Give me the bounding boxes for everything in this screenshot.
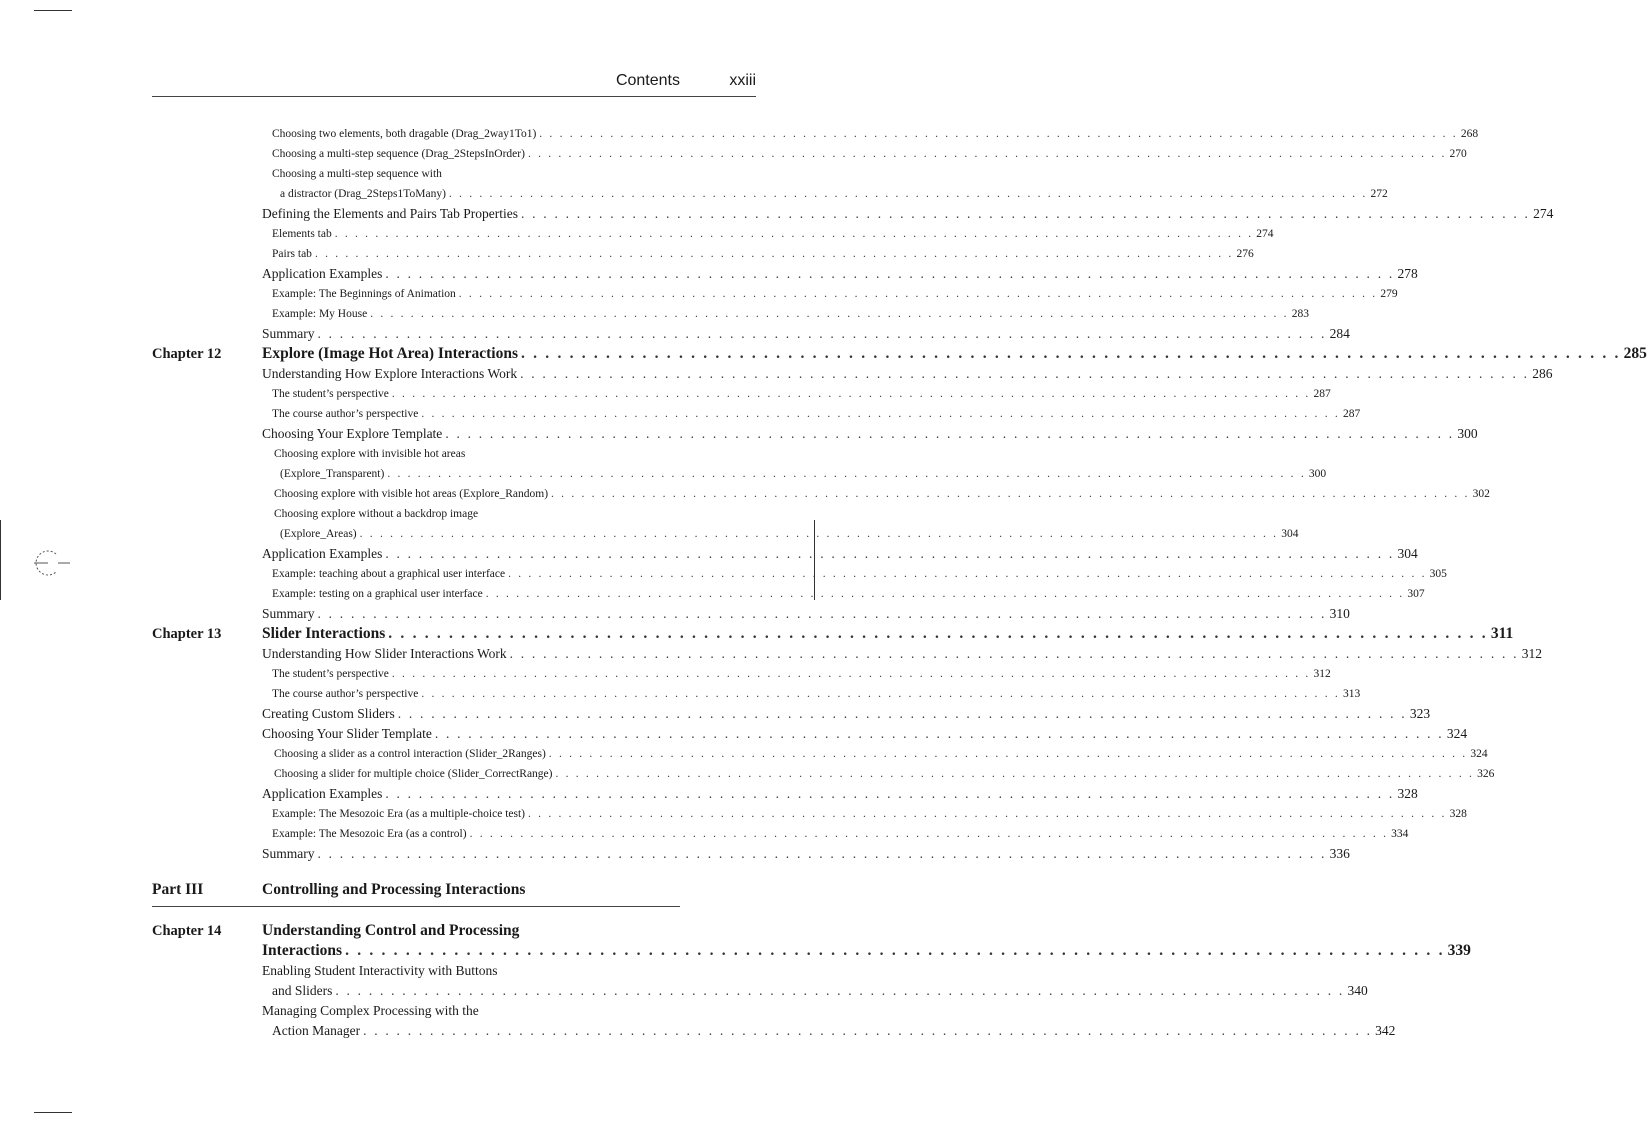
toc-entry-page: 304 xyxy=(1281,528,1299,540)
dot-leader xyxy=(507,645,1522,663)
toc-entry[interactable] xyxy=(274,485,1490,503)
toc-entry-title: (Explore_Transparent) xyxy=(280,468,385,480)
toc-entry[interactable] xyxy=(272,982,1368,1000)
toc-entry-page: 324 xyxy=(1446,726,1468,741)
crop-mark-bottom-left xyxy=(34,1112,72,1113)
dot-leader xyxy=(518,205,1533,223)
toc-entry[interactable] xyxy=(280,185,1388,203)
toc-entry[interactable] xyxy=(262,705,1431,723)
dot-leader xyxy=(382,545,1397,563)
dot-leader xyxy=(548,485,1473,503)
crop-mark-left-top xyxy=(0,520,1,600)
dot-leader xyxy=(446,185,1371,203)
toc-chapter-entry[interactable] xyxy=(262,345,1647,363)
toc-entry-title: Explore (Image Hot Area) Interactions xyxy=(262,345,518,362)
dot-leader xyxy=(332,982,1347,1000)
toc-entry-title: Example: The Beginnings of Animation xyxy=(272,288,456,300)
toc-entry-page: 336 xyxy=(1329,846,1350,861)
chapter-label: Chapter 13 xyxy=(152,626,222,642)
toc-entry-page: 272 xyxy=(1370,188,1388,200)
toc-entry[interactable] xyxy=(272,145,1467,163)
toc-entry-title: Elements tab xyxy=(272,228,332,240)
toc-entry-title: a distractor (Drag_2Steps1ToMany) xyxy=(280,188,446,200)
toc-entry-page: 326 xyxy=(1477,768,1495,780)
dot-leader xyxy=(552,765,1477,783)
chapter-label: Chapter 14 xyxy=(152,923,222,939)
toc-entry-page: 302 xyxy=(1472,488,1490,500)
toc-entry-title: Application Examples xyxy=(262,266,383,281)
dot-leader xyxy=(536,125,1461,143)
toc-entry-page: 328 xyxy=(1449,808,1467,820)
toc-entry[interactable] xyxy=(272,305,1310,323)
toc-entry-title: Choosing explore with visible hot areas (Explore_Random) xyxy=(274,488,549,500)
toc-entry-title: Choosing Your Explore Template xyxy=(262,426,443,441)
toc-entry-title: The course author’s perspective xyxy=(272,408,419,420)
toc-entry-title: Example: teaching about a graphical user interface xyxy=(272,568,506,580)
toc-chapter-entry[interactable] xyxy=(262,625,1514,643)
dot-leader xyxy=(389,665,1314,683)
dot-leader xyxy=(312,245,1237,263)
toc-entry[interactable] xyxy=(280,525,1299,543)
toc-entry-page: 312 xyxy=(1521,646,1542,661)
toc-entry-title: Application Examples xyxy=(262,546,383,561)
toc-entry[interactable] xyxy=(272,165,624,183)
toc-entry-title: Choosing two elements, both dragable (Drag_2way1To1) xyxy=(272,128,537,140)
dot-leader xyxy=(385,625,1491,643)
toc-entry[interactable] xyxy=(262,205,1554,223)
toc-entry-title: Understanding Control and Processing xyxy=(262,922,520,939)
dot-leader xyxy=(432,725,1447,743)
toc-entry-title: Choosing a slider for multiple choice (Slider_CorrectRange) xyxy=(274,768,553,780)
dot-leader xyxy=(389,385,1314,403)
toc-entry-title: Creating Custom Sliders xyxy=(262,706,395,721)
toc-entry[interactable] xyxy=(272,825,1409,843)
dot-leader xyxy=(518,345,1624,363)
toc-entry-page: 339 xyxy=(1447,942,1471,959)
toc-entry-page: 313 xyxy=(1342,688,1361,700)
registration-mark-icon xyxy=(30,548,70,578)
toc-entry[interactable] xyxy=(262,962,624,980)
dot-leader xyxy=(382,785,1397,803)
toc-entry[interactable] xyxy=(272,565,1447,583)
toc-entry-title: Action Manager xyxy=(272,1023,361,1038)
toc-entry-page: 342 xyxy=(1375,1023,1396,1038)
dot-leader xyxy=(395,705,1410,723)
dot-leader xyxy=(315,605,1330,623)
toc-entry-page: 305 xyxy=(1429,568,1447,580)
toc-entry-title: Choosing explore with invisible hot areas xyxy=(274,448,466,460)
toc-entry-page: 287 xyxy=(1313,388,1331,400)
dot-leader xyxy=(342,942,1448,960)
chapter-label: Chapter 12 xyxy=(152,346,222,362)
toc-entry-page: 323 xyxy=(1409,706,1431,721)
toc-entry[interactable] xyxy=(272,805,1467,823)
toc-entry-title: Choosing explore without a backdrop image xyxy=(274,508,479,520)
toc-entry-page: 279 xyxy=(1380,288,1398,300)
part-divider xyxy=(152,906,680,907)
toc-entry-page: 278 xyxy=(1397,266,1418,281)
toc-entry[interactable] xyxy=(262,645,1542,663)
toc-entry-title: Summary xyxy=(262,326,315,341)
toc-entry-page: 310 xyxy=(1329,606,1350,621)
toc-entry-page: 276 xyxy=(1236,248,1254,260)
toc-entry-title: Summary xyxy=(262,606,315,621)
dot-leader xyxy=(360,1022,1375,1040)
dot-leader xyxy=(315,325,1330,343)
dot-leader xyxy=(525,805,1450,823)
toc-entry-title: Understanding How Slider Interactions Work xyxy=(262,646,507,661)
toc-chapter-entry[interactable] xyxy=(262,942,1471,960)
toc-entry-title: Interactions xyxy=(262,942,343,959)
toc-entry-title: Example: My House xyxy=(272,308,368,320)
dot-leader xyxy=(546,745,1471,763)
toc-entry-page: 334 xyxy=(1391,828,1409,840)
toc-entry[interactable] xyxy=(272,665,1331,683)
toc-entry[interactable] xyxy=(274,505,624,523)
toc-entry[interactable] xyxy=(272,225,1274,243)
toc-entry-page: 274 xyxy=(1533,206,1554,221)
toc-entry-title: Slider Interactions xyxy=(262,625,386,642)
toc-entry-title: and Sliders xyxy=(272,983,333,998)
dot-leader xyxy=(525,145,1450,163)
toc-chapter-entry[interactable] xyxy=(262,922,624,940)
toc-entry[interactable] xyxy=(262,725,1468,743)
toc-entry-title: Example: The Mesozoic Era (as a multiple-choice test) xyxy=(272,808,526,820)
header-title: Contents xyxy=(615,72,680,89)
toc-entry-title: (Explore_Areas) xyxy=(280,528,357,540)
toc-entry[interactable] xyxy=(262,545,1418,563)
toc-entry[interactable] xyxy=(274,765,1495,783)
toc-entry[interactable] xyxy=(272,405,1361,423)
toc-entry-title: The course author’s perspective xyxy=(272,688,419,700)
toc-entry-page: 270 xyxy=(1449,148,1467,160)
toc-entry-page: 285 xyxy=(1623,345,1647,362)
toc-entry-title: The student’s perspective xyxy=(272,668,389,680)
dot-leader xyxy=(505,565,1430,583)
toc-entry-page: 340 xyxy=(1347,983,1368,998)
toc-entry[interactable] xyxy=(262,325,1350,343)
toc-entry[interactable] xyxy=(272,125,1479,143)
toc-entry-title: Choosing a multi-step sequence (Drag_2StepsInOrder) xyxy=(272,148,525,160)
dot-leader xyxy=(442,425,1457,443)
toc-entry[interactable] xyxy=(272,585,1425,603)
toc-entry-page: 300 xyxy=(1308,468,1327,480)
toc-entry-page: 287 xyxy=(1342,408,1361,420)
dot-leader xyxy=(384,465,1309,483)
toc-entry-page: 304 xyxy=(1397,546,1418,561)
toc-entry-title: Choosing a slider as a control interaction (Slider_2Ranges) xyxy=(274,748,546,760)
toc-entry-page: 274 xyxy=(1256,228,1274,240)
dot-leader xyxy=(467,825,1392,843)
toc-entry-title: Choosing a multi-step sequence with xyxy=(272,168,442,180)
toc-entry-title: Summary xyxy=(262,846,315,861)
dot-leader xyxy=(456,285,1381,303)
dot-leader xyxy=(418,405,1343,423)
toc-entry-page: 284 xyxy=(1329,326,1350,341)
dot-leader xyxy=(357,525,1282,543)
toc-entry[interactable] xyxy=(262,365,1553,383)
toc-entry[interactable] xyxy=(272,385,1331,403)
toc-entry-title: Example: The Mesozoic Era (as a control) xyxy=(272,828,467,840)
dot-leader xyxy=(367,305,1292,323)
toc-entry-page: 283 xyxy=(1291,308,1310,320)
toc-entry[interactable] xyxy=(272,245,1254,263)
toc-entry[interactable] xyxy=(272,685,1361,703)
toc-entry-page: 268 xyxy=(1460,128,1479,140)
toc-entry[interactable] xyxy=(262,425,1478,443)
toc-entry-title: Application Examples xyxy=(262,786,383,801)
toc-entry[interactable] xyxy=(262,785,1418,803)
dot-leader xyxy=(315,845,1330,863)
toc-entry[interactable] xyxy=(262,1002,624,1020)
toc-entry-page: 311 xyxy=(1490,625,1514,642)
toc-entry[interactable] xyxy=(274,445,624,463)
toc-entry-title: Defining the Elements and Pairs Tab Properties xyxy=(262,206,518,221)
toc-entry[interactable] xyxy=(280,465,1327,483)
dot-leader xyxy=(483,585,1408,603)
crop-mark-top-left xyxy=(34,10,72,11)
toc-entry[interactable] xyxy=(262,605,1350,623)
toc-entry-page: 300 xyxy=(1457,426,1478,441)
toc-entry-page: 324 xyxy=(1470,748,1488,760)
header-page-number: xxiii xyxy=(729,72,756,89)
toc-entry-page: 307 xyxy=(1407,588,1425,600)
toc-entry[interactable] xyxy=(272,285,1398,303)
toc-entry-page: 312 xyxy=(1313,668,1331,680)
toc-entry[interactable] xyxy=(262,265,1418,283)
dot-leader xyxy=(332,225,1257,243)
toc-entry-title: Enabling Student Interactivity with Buttons xyxy=(262,963,498,978)
part-title: Controlling and Processing Interactions xyxy=(262,881,526,898)
toc-entry-title: Choosing Your Slider Template xyxy=(262,726,432,741)
toc-entry[interactable] xyxy=(274,745,1488,763)
toc-entry-title: Example: testing on a graphical user interface xyxy=(272,588,483,600)
toc-entry-page: 328 xyxy=(1397,786,1418,801)
running-header xyxy=(152,72,756,97)
dot-leader xyxy=(517,365,1532,383)
part-label: Part III xyxy=(152,881,204,898)
dot-leader xyxy=(418,685,1343,703)
toc-entry-page: 286 xyxy=(1532,366,1553,381)
toc-entry-title: The student’s perspective xyxy=(272,388,389,400)
toc-entry-title: Understanding How Explore Interactions Work xyxy=(262,366,518,381)
toc-entry[interactable] xyxy=(262,845,1350,863)
dot-leader xyxy=(382,265,1397,283)
toc-entry-title: Managing Complex Processing with the xyxy=(262,1003,479,1018)
toc-entry[interactable] xyxy=(272,1022,1396,1040)
toc-entry-title: Pairs tab xyxy=(272,248,312,260)
